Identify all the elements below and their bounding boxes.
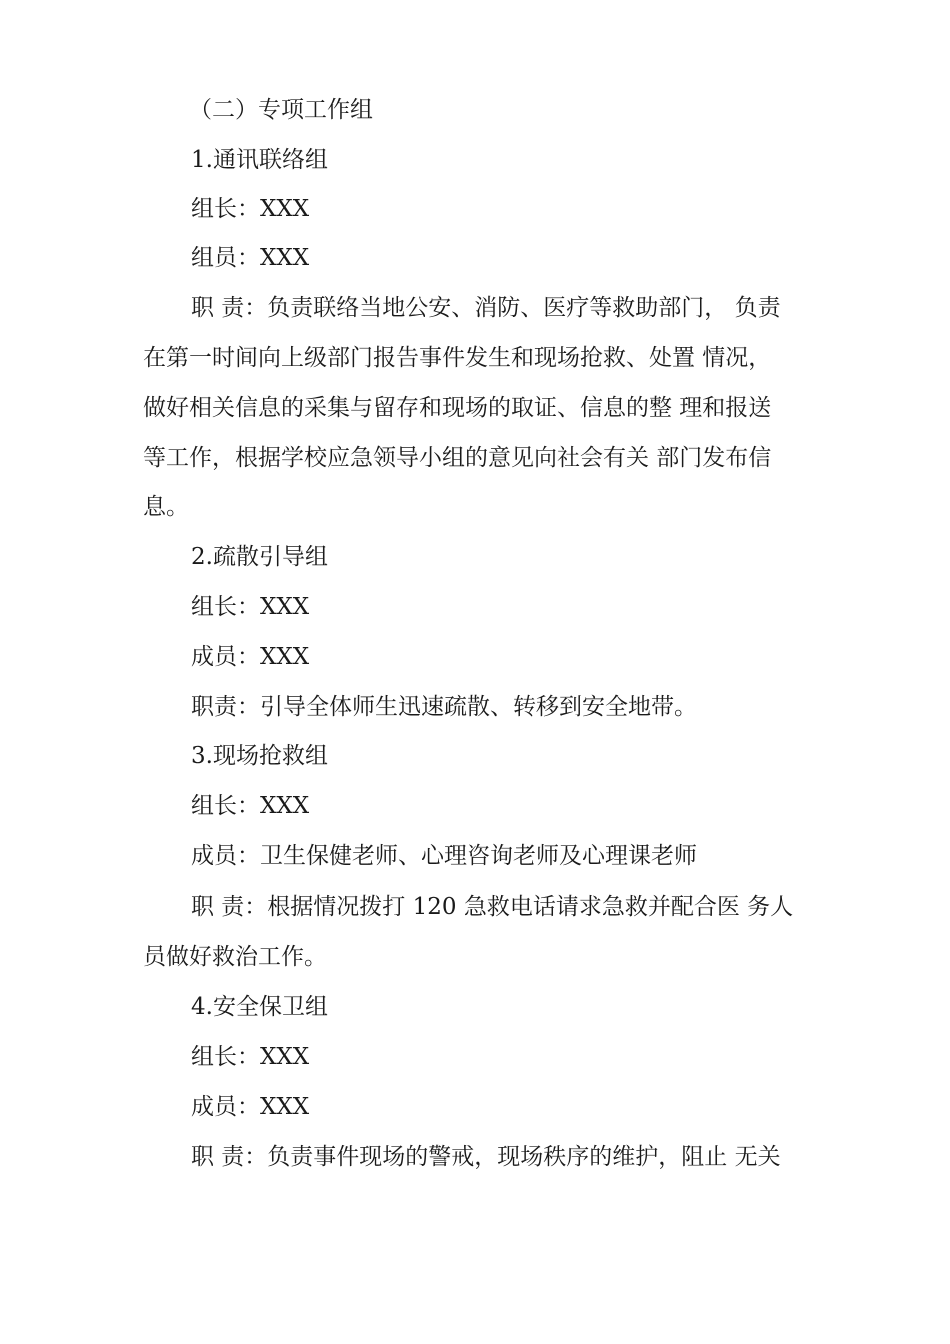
group-members: 成员：XXX xyxy=(191,644,310,670)
group-leader: 组长：XXX xyxy=(191,793,310,819)
duty-line: 做好相关信息的采集与留存和现场的取证、信息的整 理和报送 xyxy=(143,395,772,421)
group-leader: 组长：XXX xyxy=(191,594,310,620)
group-title: 1.通讯联络组 xyxy=(191,147,328,173)
group-members: 成员：XXX xyxy=(191,1094,310,1120)
group-title: 4.安全保卫组 xyxy=(191,994,328,1020)
duty-line: 员做好救治工作。 xyxy=(143,944,327,970)
duty-line: 职 责：根据情况拨打 120 急救电话请求急救并配合医 务人 xyxy=(191,894,794,920)
group-members: 组员：XXX xyxy=(191,245,310,271)
group-title: 3.现场抢救组 xyxy=(191,743,328,769)
duty-line: 职责：引导全体师生迅速疏散、转移到安全地带。 xyxy=(191,694,697,720)
duty-line: 息。 xyxy=(143,494,189,520)
group-title: 2.疏散引导组 xyxy=(191,544,328,570)
group-leader: 组长：XXX xyxy=(191,1044,310,1070)
section-heading: （二）专项工作组 xyxy=(189,97,373,123)
duty-line: 在第一时间向上级部门报告事件发生和现场抢救、处置 情况， xyxy=(143,345,772,371)
duty-line: 职 责：负责事件现场的警戒，现场秩序的维护，阻止 无关 xyxy=(191,1144,781,1170)
group-leader: 组长：XXX xyxy=(191,196,310,222)
duty-line: 职 责：负责联络当地公安、消防、医疗等救助部门， 负责 xyxy=(191,295,781,321)
duty-line: 等工作，根据学校应急领导小组的意见向社会有关 部门发布信 xyxy=(143,445,772,471)
group-members: 成员：卫生保健老师、心理咨询老师及心理课老师 xyxy=(191,843,697,869)
